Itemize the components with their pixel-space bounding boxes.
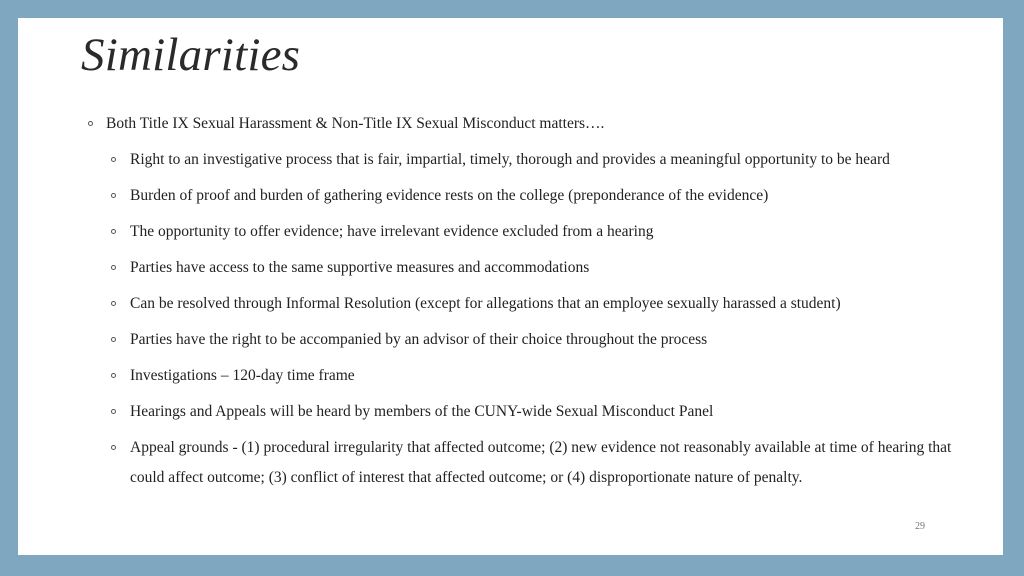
bullet-text: Appeal grounds - (1) procedural irregularity that affected outcome; (2) new evidence not reasonably available at time of hearing that could affect outcome; (3) conflict of interest that affected outcome; or (4) disproportionate nature of penalty. xyxy=(130,439,952,486)
bullet-text: Both Title IX Sexual Harassment & Non-Title IX Sexual Misconduct matters…. xyxy=(106,115,605,132)
bullet-text: Burden of proof and burden of gathering evidence rests on the college (preponderance of the evidence) xyxy=(130,187,769,204)
circle-bullet-icon xyxy=(88,121,93,126)
circle-bullet-icon xyxy=(111,157,116,162)
slide xyxy=(18,18,1003,555)
circle-bullet-icon xyxy=(111,337,116,342)
bullet-text: Parties have access to the same supportive measures and accommodations xyxy=(130,259,590,276)
circle-bullet-icon xyxy=(111,373,116,378)
bullet-item xyxy=(111,433,988,493)
bullet-item xyxy=(111,330,988,350)
bullet-item xyxy=(111,294,988,314)
bullet-item xyxy=(111,222,988,242)
bullet-item xyxy=(111,150,988,170)
circle-bullet-icon xyxy=(111,265,116,270)
circle-bullet-icon xyxy=(111,193,116,198)
bullet-text: Parties have the right to be accompanied by an advisor of their choice throughout the process xyxy=(130,331,708,348)
page-number: 29 xyxy=(915,521,925,532)
circle-bullet-icon xyxy=(111,301,116,306)
circle-bullet-icon xyxy=(111,409,116,414)
bullet-item-level1 xyxy=(88,114,988,134)
circle-bullet-icon xyxy=(111,229,116,234)
bullet-list xyxy=(88,114,988,509)
slide-title: Similarities xyxy=(81,29,301,81)
bullet-item xyxy=(111,258,988,278)
bullet-text: Can be resolved through Informal Resolution (except for allegations that an employee sexually harassed a student) xyxy=(130,295,841,312)
bullet-item xyxy=(111,366,988,386)
circle-bullet-icon xyxy=(111,445,116,450)
bullet-text: Investigations – 120-day time frame xyxy=(130,367,355,384)
bullet-text: Right to an investigative process that is fair, impartial, timely, thorough and provides a meaningful opportunity to be heard xyxy=(130,151,890,168)
bullet-item xyxy=(111,186,988,206)
bullet-text: Hearings and Appeals will be heard by members of the CUNY-wide Sexual Misconduct Panel xyxy=(130,403,714,420)
bullet-item xyxy=(111,402,988,422)
bullet-text: The opportunity to offer evidence; have irrelevant evidence excluded from a hearing xyxy=(130,223,654,240)
